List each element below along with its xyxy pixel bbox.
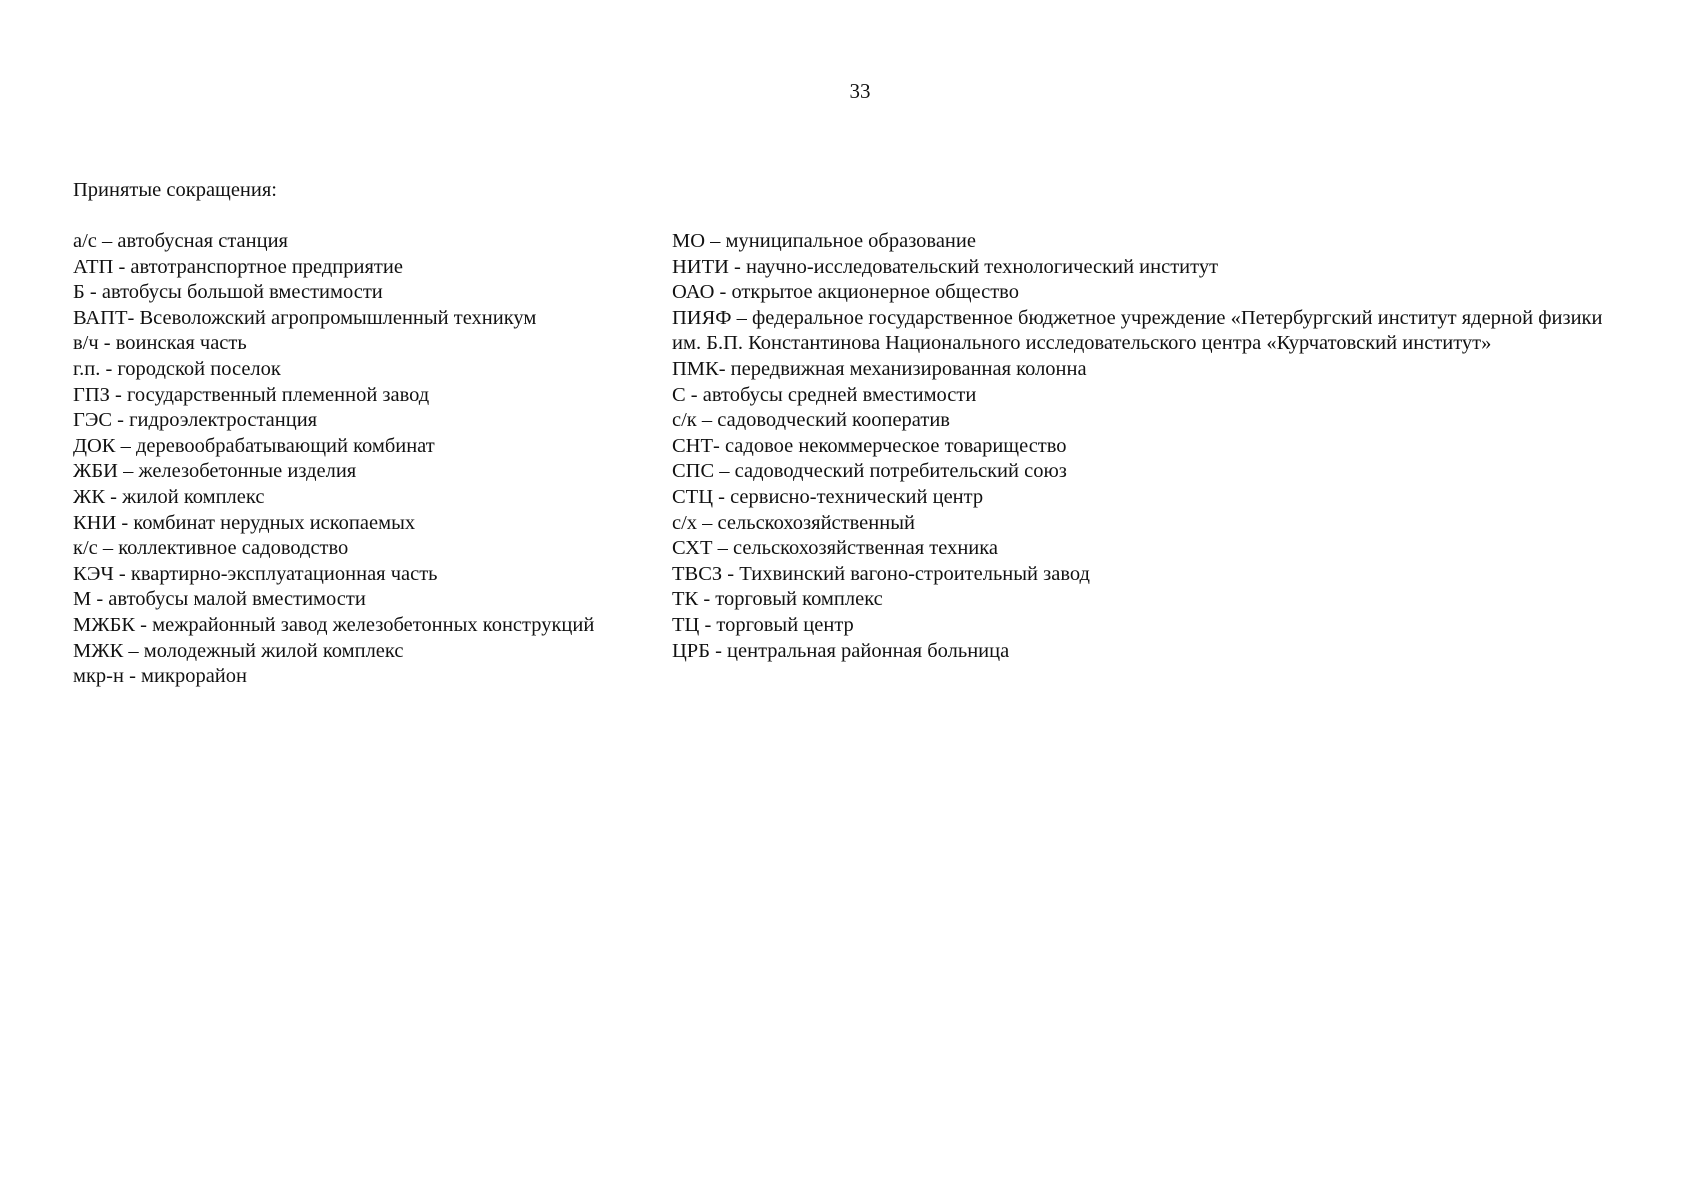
- abbreviation-item: СПС – садоводческий потребительский союз: [672, 460, 1067, 483]
- abbreviation-item: СТЦ - сервисно-технический центр: [672, 485, 984, 508]
- abbreviation-item: СНТ- садовое некоммерческое товарищество: [672, 434, 1067, 457]
- abbreviation-item: г.п. - городской поселок: [73, 357, 281, 380]
- abbreviation-item: АТП - автотранспортное предприятие: [73, 255, 403, 278]
- abbreviation-item: ТВСЗ - Тихвинский вагоно-строительный завод: [672, 562, 1090, 585]
- abbreviations-heading: Принятые сокращения:: [73, 179, 277, 201]
- abbreviation-item: ТЦ - торговый центр: [672, 613, 854, 636]
- abbreviation-item: ПМК- передвижная механизированная колонна: [672, 357, 1087, 380]
- abbreviation-item: КНИ - комбинат нерудных ископаемых: [73, 511, 416, 534]
- abbreviation-item: ЦРБ - центральная районная больница: [672, 639, 1010, 662]
- abbreviation-item: МО – муниципальное образование: [672, 230, 976, 252]
- abbreviation-item: НИТИ - научно-исследовательский технологический институт: [672, 255, 1219, 278]
- abbreviation-item: ВАПТ- Всеволожский агропромышленный техникум: [73, 306, 537, 329]
- abbreviation-item: а/с – автобусная станция: [73, 230, 288, 252]
- abbreviation-item: ПИЯФ – федеральное государственное бюджетное учреждение «Петербургский институт ядерной физики им. Б.П. Константинова Национального исследовательского центра «Курчатовский институт»: [672, 306, 1603, 355]
- abbreviation-item: МЖК – молодежный жилой комплекс: [73, 639, 404, 662]
- abbreviations-left-column: [73, 229, 673, 690]
- abbreviation-item: М - автобусы малой вместимости: [73, 588, 366, 611]
- abbreviation-item: ЖБИ – железобетонные изделия: [73, 460, 357, 483]
- abbreviation-item: МЖБК - межрайонный завод железобетонных конструкций: [73, 613, 595, 636]
- abbreviation-item: ДОК – деревообрабатывающий комбинат: [73, 434, 435, 457]
- page-number: 33: [849, 79, 871, 103]
- abbreviation-item: ТК - торговый комплекс: [672, 588, 883, 611]
- abbreviation-item: с/к – садоводческий кооператив: [672, 409, 950, 432]
- abbreviation-item: СХТ – сельскохозяйственная техника: [672, 537, 999, 560]
- abbreviations-right-column: [672, 229, 1612, 664]
- abbreviation-item: мкр-н - микрорайон: [73, 665, 247, 688]
- abbreviation-item: КЭЧ - квартирно-эксплуатационная часть: [73, 562, 438, 585]
- abbreviation-item: С - автобусы средней вместимости: [672, 383, 977, 406]
- abbreviation-item: ЖК - жилой комплекс: [73, 485, 265, 508]
- abbreviation-item: Б - автобусы большой вместимости: [73, 281, 383, 304]
- abbreviation-item: с/х – сельскохозяйственный: [672, 511, 915, 534]
- abbreviation-item: ГПЗ - государственный племенной завод: [73, 383, 430, 406]
- abbreviation-item: к/с – коллективное садоводство: [73, 537, 349, 560]
- abbreviation-item: ОАО - открытое акционерное общество: [672, 281, 1019, 304]
- abbreviation-item: ГЭС - гидроэлектростанция: [73, 409, 318, 432]
- abbreviation-item: в/ч - воинская часть: [73, 332, 247, 355]
